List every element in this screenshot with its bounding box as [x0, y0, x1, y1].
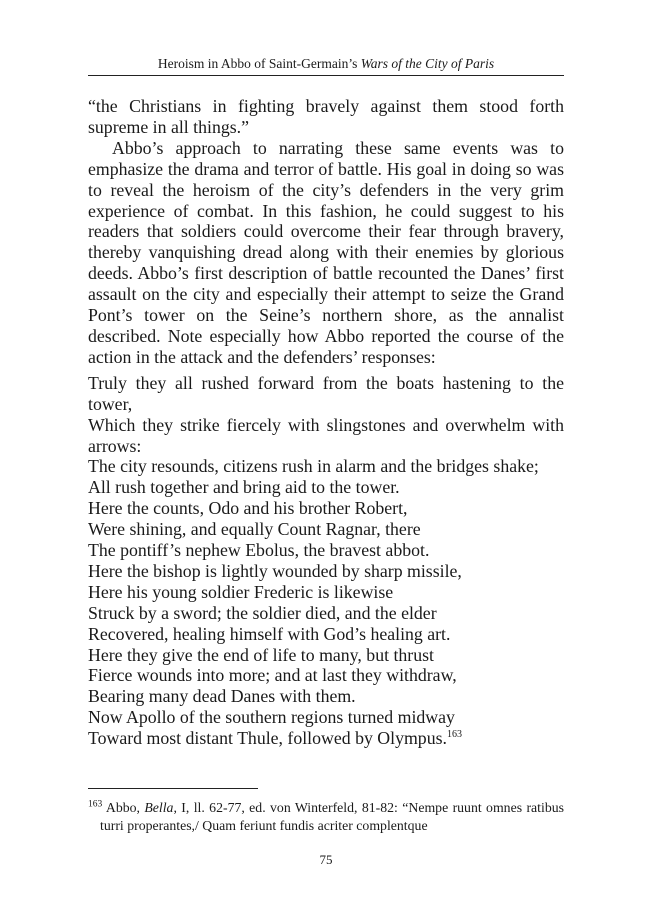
verse-line: Struck by a sword; the soldier died, and the elder: [88, 602, 437, 623]
verse-line: Now Apollo of the southern regions turned midway: [88, 707, 455, 728]
paragraph-abbo-approach: Abbo’s approach to narrating these same events was to emphasize the drama and terror of battle. His goal in doing so was to reveal the heroism of the city’s defenders in the very grim experience of combat. In this fashion, he could suggest to his readers that soldiers could overcome their fear through bravery, thereby vanquishing dread along with their enemies by glorious deeds. Abbo’s first description of battle recounted the Danes’ first assault on the city and especially their attempt to seize the Grand Pont’s tower on the Seine’s northern shore, as the annalist described. Note especially how Abbo reported the course of the action in the attack and the defenders’ responses:: [88, 137, 564, 367]
footnote-number: 163: [88, 799, 103, 810]
verse-line: All rush together and bring aid to the tower.: [88, 477, 400, 498]
verse-line: Were shining, and equally Count Ragnar, there: [88, 519, 421, 540]
verse-line: Recovered, healing himself with God’s healing art.: [88, 623, 451, 644]
verse-line: Here the bishop is lightly wounded by sharp missile,: [88, 560, 462, 581]
verse-line: Which they strike fiercely with slingstones and overwhelm with arrows:: [88, 414, 564, 456]
main-text: [88, 96, 564, 749]
footnote-reference[interactable]: 163: [446, 729, 462, 741]
verse-quotation: [88, 373, 564, 749]
footnote-author: Abbo,: [102, 800, 145, 815]
verse-line: Here they give the end of life to many, but thrust: [88, 644, 434, 665]
verse-line: Here the counts, Odo and his brother Robert,: [88, 498, 408, 519]
running-header: [88, 56, 564, 72]
footnote-text: [88, 799, 564, 834]
verse-line: Truly they all rushed forward from the boats hastening to the tower,: [88, 372, 564, 414]
footnote-citation: , I, ll. 62-77, ed. von Winterfeld, 81-82: “Nempe ruunt omnes ratibus turri properantes,/ Quam feriunt fundis acriter complentque: [100, 800, 564, 833]
footnote: [88, 799, 564, 834]
footnote-work-title: Bella: [144, 800, 174, 815]
verse-line: Fierce wounds into more; and at last they withdraw,: [88, 665, 457, 686]
page-number: 75: [319, 852, 333, 867]
verse-line: Here his young soldier Frederic is likewise: [88, 581, 394, 602]
verse-line: The pontiff’s nephew Ebolus, the bravest abbot.: [88, 540, 430, 561]
verse-line: The city resounds, citizens rush in alarm and the bridges shake;: [88, 456, 539, 477]
header-rule: [88, 75, 564, 76]
verse-line-text: Toward most distant Thule, followed by Olympus.: [88, 728, 447, 749]
verse-line: Bearing many dead Danes with them.: [88, 686, 356, 707]
paragraph-quote-end: “the Christians in fighting bravely against them stood forth supreme in all things.”: [88, 96, 564, 137]
running-header-italic-title: Wars of the City of Paris: [360, 56, 495, 71]
verse-line-last: [88, 728, 564, 749]
running-header-title: Heroism in Abbo of Saint-Germain’s: [157, 56, 361, 71]
footnote-rule: [88, 788, 258, 789]
